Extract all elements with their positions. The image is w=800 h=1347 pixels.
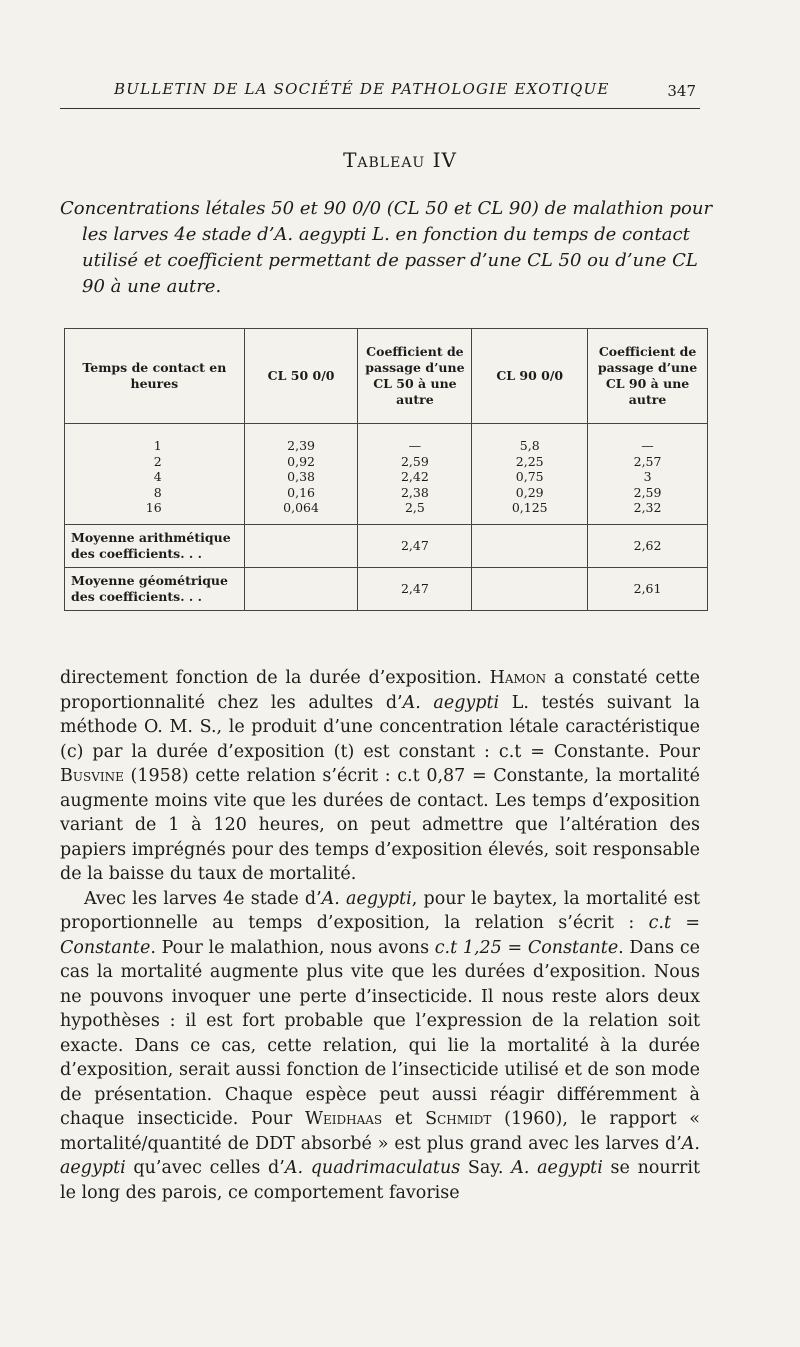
body-text [60,666,700,1205]
table-cell: 2,59 [400,453,429,469]
table-caption: Concentrations létales 50 et 90 0/0 (CL 50 et CL 90) de malathion pour les larves 4e stade d’A. aegypti L. en fonction du temps de contact utilisé et coefficient permettant de passer d’une CL 50 ou d’une CL 90 à une autre. [60,198,713,297]
table-cell: 2,38 [400,484,429,500]
column-header-coef90: Coefficient de passage d’une CL 90 à une autre [588,329,708,424]
table-cell: 0,75 [515,469,544,484]
table-cell: — [641,438,654,453]
geometric-mean-coef90: 2,61 [588,567,708,610]
text-run: , pour le baytex, la mortalité est proportionnelle au temps d’exposition, la relation s’écrit : [60,888,700,933]
table-cell: 0,92 [287,453,315,469]
arithmetic-mean-row [65,524,708,567]
table-title-prefix: Tableau [343,148,426,172]
author-name: Hamon [489,668,547,688]
species-name: A. aegypti [60,1133,700,1178]
arithmetic-mean-label: Moyenne arithmétique des coefficients. . . [65,524,245,567]
text-run: Avec les larves 4e stade d’ [84,888,322,909]
table-title [0,148,800,172]
coef90-column-values [588,424,708,525]
author-name: Schmidt [425,1109,492,1129]
paragraph [60,887,700,1206]
cl50-column-values [244,424,358,525]
table-header-row [65,329,708,424]
table-cell [472,567,588,610]
table-cell: — [408,438,422,453]
table-cell: 2,57 [633,453,662,469]
paragraph [60,666,700,887]
species-name: A. aegypti [511,1158,603,1178]
text-run: . Pour le malathion, nous avons [150,937,435,958]
table-cell: 0,38 [287,469,315,484]
table-values-block [65,424,708,525]
table-cell: 0,29 [515,484,544,500]
cl90-column-values [472,424,588,525]
formula: c.t 1,25 = Constante [434,937,619,958]
table-title-number: IV [432,148,457,172]
table-cell: 2,42 [400,469,429,484]
table-cell: 0,125 [511,500,548,515]
text-run: L. testés suivant la méthode O. M. S., le produit d’une concentration létale caractéristique (c) par la durée d’exposition (t) est constant : c.t = Constante. Pour [60,692,700,762]
formula: c.t = Constante [60,913,701,958]
species-name: A. quadrimaculatus [284,1158,461,1178]
text-run: a constaté cette proportionnalité chez les adultes d’ [60,668,700,713]
journal-title: BULLETIN DE LA SOCIÉTÉ DE PATHOLOGIE EXOTIQUE [114,80,610,98]
table-cell: 1 [153,438,162,453]
text-run: et [382,1109,426,1129]
author-name: Weidhaas [305,1109,383,1129]
table-cell: 4 [153,469,162,484]
column-header-time: Temps de contact en heures [65,329,245,424]
text-run: directement fonction de la durée d’exposition. [60,668,490,688]
table-cell [244,524,358,567]
table-cell: 5,8 [519,438,540,453]
table-cell [244,567,358,610]
column-header-coef50: Coefficient de passage d’une CL 50 à une autre [358,329,472,424]
table-cell: 16 [145,500,162,515]
column-header-cl50: CL 50 0/0 [244,329,358,424]
table-cell: 0,16 [287,484,315,500]
table-cell: 2,39 [287,438,315,453]
table-cell: 8 [153,484,162,500]
table-cell: 0,064 [283,500,319,515]
table-cell: 3 [643,469,652,484]
column-header-cl90: CL 90 0/0 [472,329,588,424]
arithmetic-mean-coef90: 2,62 [588,524,708,567]
text-run: (1960), le rapport « mortalité/quantité de DDT absorbé » est plus grand avec les larves d’ [60,1109,700,1154]
geometric-mean-coef50: 2,47 [358,567,472,610]
geometric-mean-row [65,567,708,610]
table-cell: 2,25 [515,453,544,469]
text-run: se nourrit le long des parois, ce comportement favorise [60,1158,701,1203]
text-run: Say. [460,1158,512,1178]
table-cell: 2 [153,453,162,469]
geometric-mean-label: Moyenne géométrique des coefficients. . . [65,567,245,610]
text-run: . Dans ce cas la mortalité augmente plus vite que les durées d’exposition. Nous ne pouvons invoquer une perte d’insecticide. Il nous reste alors deux hypothèses : il est fort probable que l’expression de la relation soit exacte. Dans ce cas, cette relation, qui lie la mortalité à la durée d’exposition, serait aussi fonction de l’insecticide utilisé et de son mode de présentation. Chaque espèce peut aussi réagir différemment à chaque insecticide. Pour [60,937,701,1129]
page-number: 347 [667,82,696,100]
text-run: qu’avec celles d’ [125,1158,285,1178]
species-name: A. aegypti [321,888,412,909]
table-cell: 2,32 [633,500,662,515]
lethal-concentration-table [64,328,708,611]
coef50-column-values [358,424,472,525]
table-cell: 2,59 [633,484,662,500]
running-header [60,78,700,109]
table-cell [472,524,588,567]
species-name: A. aegypti [402,692,500,713]
time-column-values [65,424,245,525]
arithmetic-mean-coef50: 2,47 [358,524,472,567]
text-run: (1958) cette relation s’écrit : c.t 0,87 = Constante, la mortalité augmente moins vite que les durées de contact. Les temps d’exposition variant de 1 à 120 heures, on peut admettre que l’altération des papiers imprégnés pour des temps d’exposition élevés, soit responsable de la baisse du taux de mortalité. [60,766,700,884]
author-name: Busvine [60,766,124,786]
table-cell: 2,5 [404,500,425,515]
